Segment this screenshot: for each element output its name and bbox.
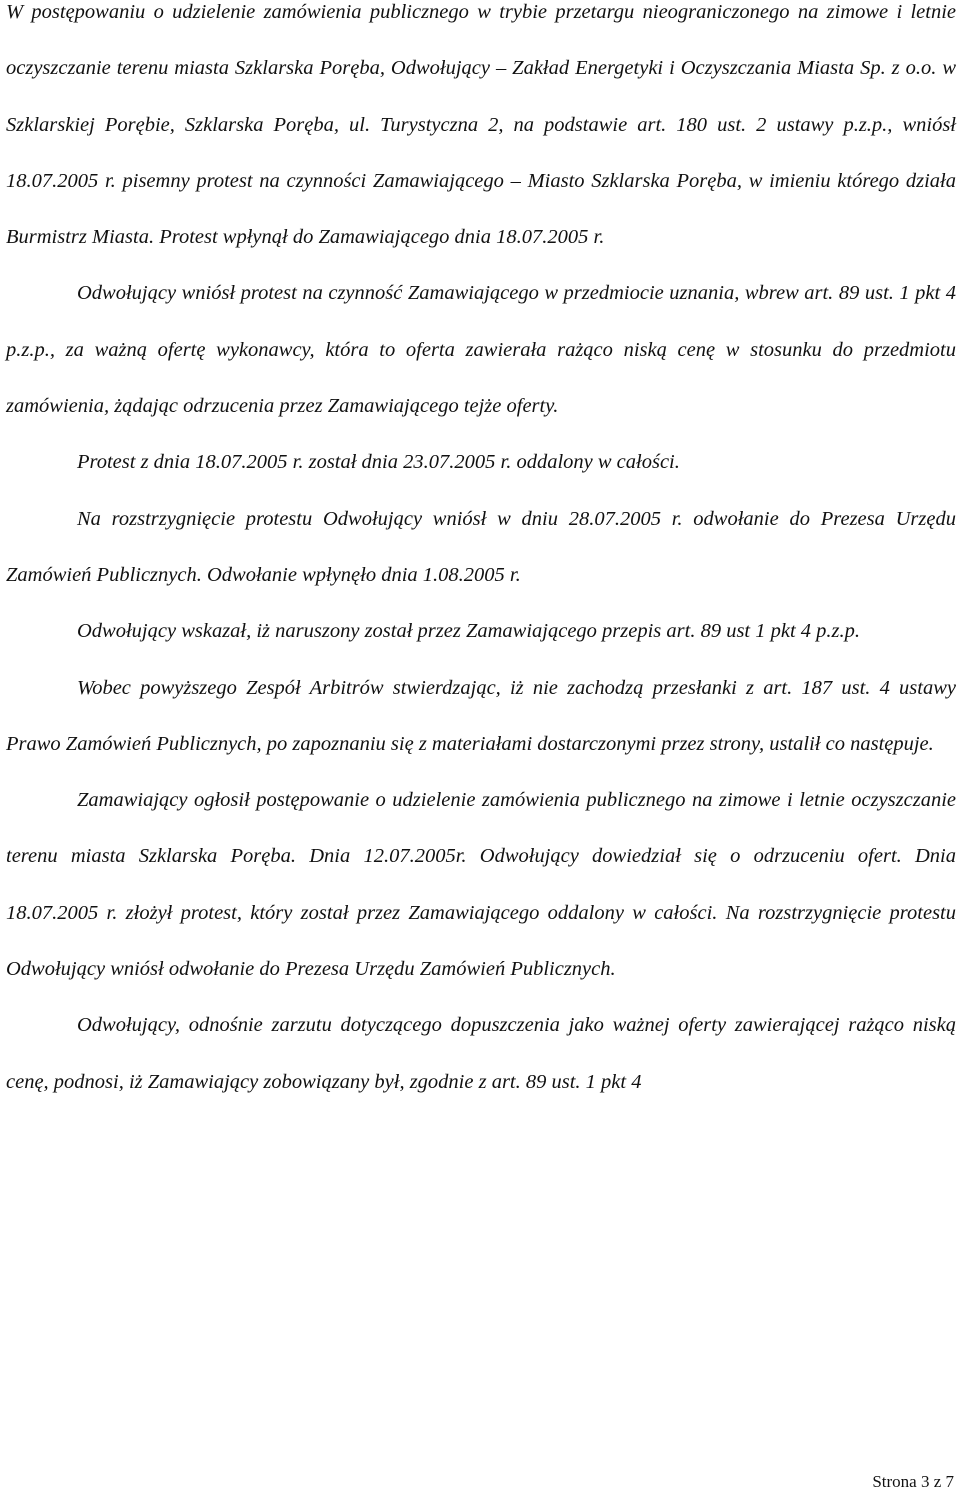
paragraph-facts: Zamawiający ogłosił postępowanie o udzielenie zamówienia publicznego na zimowe i letnie oczyszczanie terenu miasta Szklarska Poręba. Dnia 12.07.2005r. Odwołujący dowiedział się o odrzuceniu ofert. Dnia 18.07.2005 r. złożył protest, który został przez Zamawiającego oddalony w całości. Na rozstrzygnięcie protestu Odwołujący wniósł odwołanie do Prezesa Urzędu Zamówień Publicznych. (6, 789, 956, 981)
paragraph-arbitrators: Wobec powyższego Zespół Arbitrów stwierdzając, iż nie zachodzą przesłanki z art. 187 ust. 4 ustawy Prawo Zamówień Publicznych, po zapoznaniu się z materiałami dostarczonymi przez strony, ustalił co następuje. (6, 676, 956, 755)
page-number: Strona 3 z 7 (872, 1472, 954, 1491)
paragraph-protest-dismissed: Protest z dnia 18.07.2005 r. został dnia 23.07.2005 r. oddalony w całości. (77, 451, 680, 474)
paragraph-low-price: Odwołujący, odnośnie zarzutu dotyczącego dopuszczenia jako ważnej oferty zawierającej rażąco niską cenę, podnosi, iż Zamawiający zobowiązany był, zgodnie z art. 89 ust. 1 pkt 4 (6, 1014, 956, 1093)
paragraph-intro: W postępowaniu o udzielenie zamówienia publicznego w trybie przetargu nieograniczonego na zimowe i letnie oczyszczanie terenu miasta Szklarska Poręba, Odwołujący – Zakład Energetyki i Oczyszczania Miasta Sp. z o.o. w Szklarskiej Porębie, Szklarska Poręba, ul. Turystyczna 2, na podstawie art. 180 ust. 2 ustawy p.z.p., wniósł 18.07.2005 r. pisemny protest na czynności Zamawiającego – Miasto Szklarska Poręba, w imieniu którego działa Burmistrz Miasta. Protest wpłynął do Zamawiającego dnia 18.07.2005 r. (6, 1, 956, 249)
document-page (6, 0, 956, 1110)
paragraph-violation: Odwołujący wskazał, iż naruszony został przez Zamawiającego przepis art. 89 ust 1 pkt 4 p.z.p. (77, 620, 861, 643)
paragraph-protest-subject: Odwołujący wniósł protest na czynność Zamawiającego w przedmiocie uznania, wbrew art. 89 ust. 1 pkt 4 p.z.p., za ważną ofertę wykonawcy, która to oferta zawierała rażąco niską cenę w stosunku do przedmiotu zamówienia, żądając odrzucenia przez Zamawiającego tejże oferty. (6, 282, 956, 418)
paragraph-appeal: Na rozstrzygnięcie protestu Odwołujący wniósł w dniu 28.07.2005 r. odwołanie do Prezesa Urzędu Zamówień Publicznych. Odwołanie wpłynęło dnia 1.08.2005 r. (6, 507, 956, 586)
